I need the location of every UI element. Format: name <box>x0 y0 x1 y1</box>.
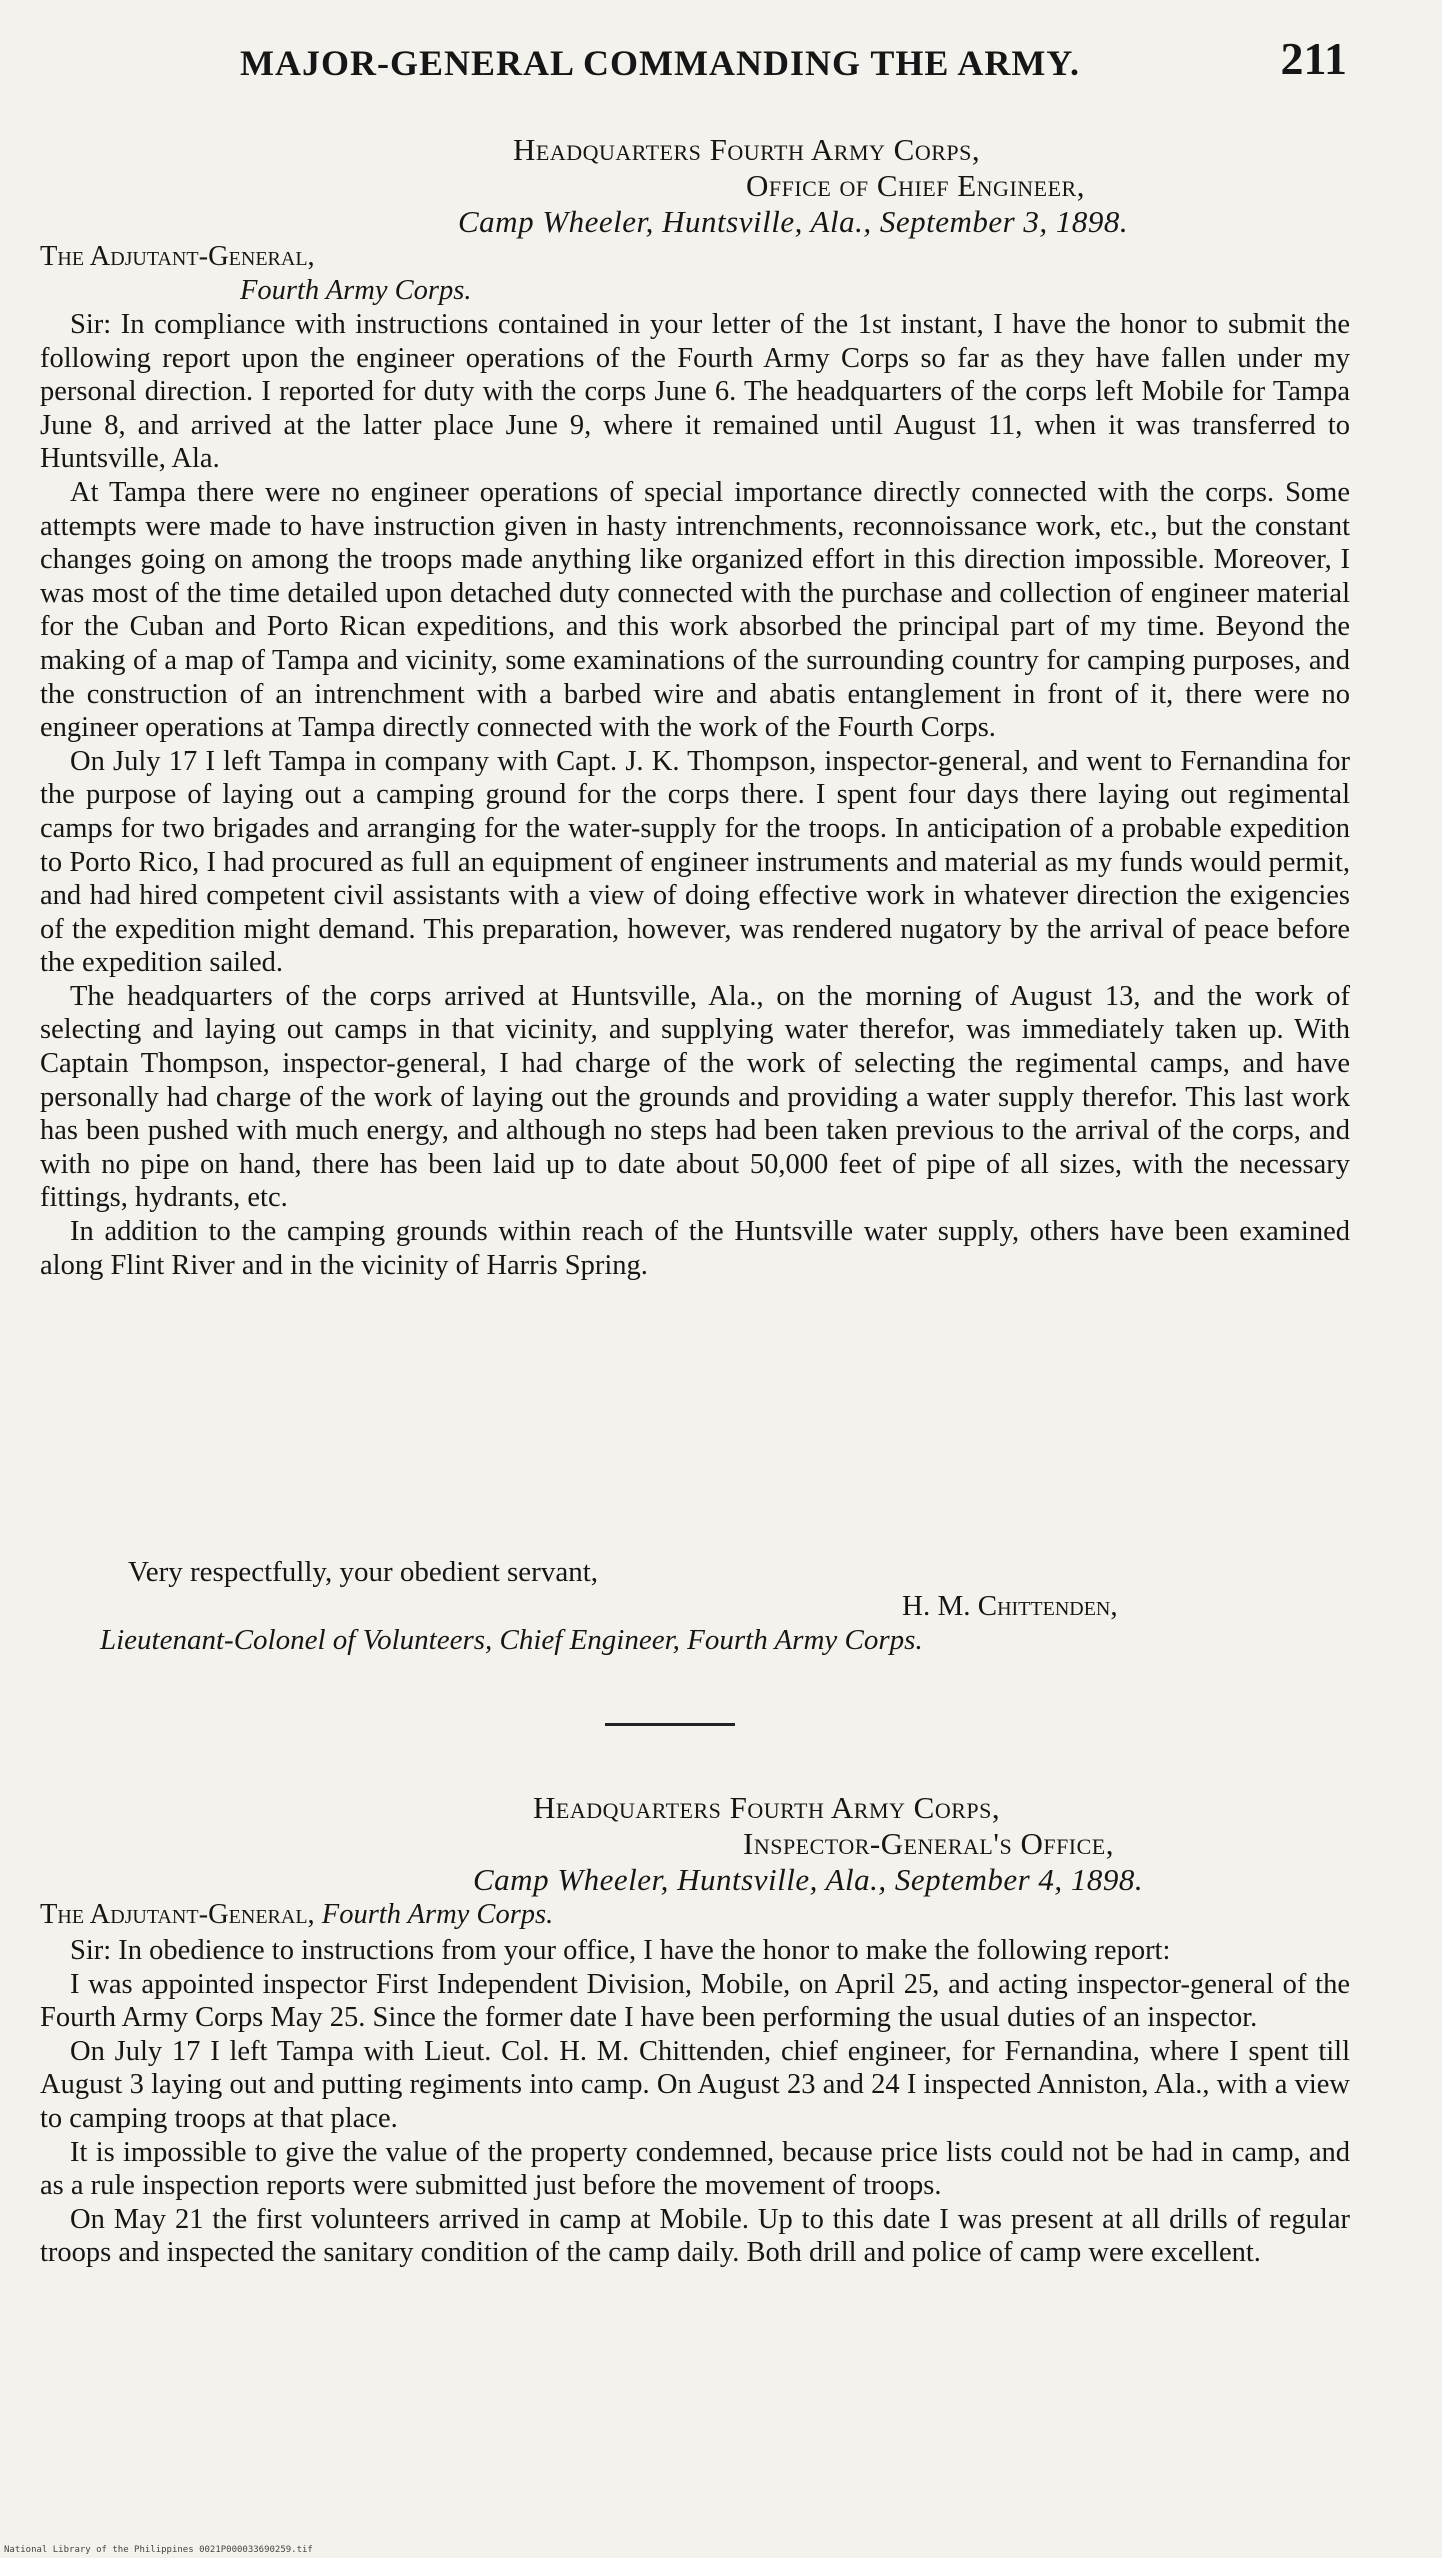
letter1-paragraph: On July 17 I left Tampa in company with Capt. J. K. Thompson, inspector-general, and went to Fernandina for the purpose of laying out a camping ground for the corps there. I spent four days there laying out regimental camps for two brigades and arranging for the water-supply for the troops. In anticipation of a probable expedition to Porto Rico, I had procured as full an equipment of engineer instruments and material as my funds would permit, and had hired competent civil assistants with a view of doing effective work in whatever direction the exigencies of the expedition might demand. This preparation, however, was rendered nugatory by the arrival of peace before the expedition sailed. <box>40 745 1350 979</box>
letter1-heading-line2: Office of Chief Engineer, <box>746 168 1085 203</box>
letter2-addressee <box>40 1898 1350 1932</box>
letter1-signature: H. M. Chittenden, <box>902 1590 1118 1622</box>
page-number: 211 <box>1280 33 1347 84</box>
letter1-addressee-line1: The Adjutant-General, <box>40 241 315 272</box>
letter1-closing-block <box>40 1555 1350 1657</box>
letter1-paragraph: In addition to the camping grounds within reach of the Huntsville water supply, others have been examined along Flint River and in the vicinity of Harris Spring. <box>40 1216 1350 1281</box>
running-head: MAJOR-GENERAL COMMANDING THE ARMY. <box>240 43 1081 83</box>
letter1-heading-line1: Headquarters Fourth Army Corps, <box>513 132 981 167</box>
letter1-addressee-line2: Fourth Army Corps. <box>240 274 472 306</box>
letter2-heading-line1: Headquarters Fourth Army Corps, <box>533 1790 1001 1825</box>
letter2-heading <box>40 1790 1350 1898</box>
scan-footer-note: National Library of the Philippines 0021P000033690259.tif <box>4 2545 313 2555</box>
letter2-paragraph: On July 17 I left Tampa with Lieut. Col. H. M. Chittenden, chief engineer, for Fernandina, where I spent till August 3 laying out and putting regiments into camp. On August 23 and 24 I inspected Anniston, Ala., with a view to camping troops at that place. <box>40 2035 1350 2134</box>
letter1-heading <box>40 132 1350 240</box>
letter1-body <box>40 308 1350 1282</box>
letter2-heading-dateline: Camp Wheeler, Huntsville, Ala., September 4, 1898. <box>473 1862 1144 1897</box>
letter1-paragraph: Sir: In compliance with instructions contained in your letter of the 1st instant, I have the honor to submit the following report upon the engineer operations of the Fourth Army Corps so far as they have fallen under my personal direction. I reported for duty with the corps June 6. The headquarters of the corps left Mobile for Tampa June 8, and arrived at the latter place June 9, where it remained until August 11, when it was transferred to Huntsville, Ala. <box>40 309 1350 475</box>
letter1-addressee <box>40 240 1350 307</box>
letter2-body <box>40 1934 1350 2270</box>
letter2-paragraph: On May 21 the first volunteers arrived in camp at Mobile. Up to this date I was present at all drills of regular troops and inspected the sanitary condition of the camp daily. Both drill and police of camp were excellent. <box>40 2203 1350 2269</box>
section-divider <box>605 1723 735 1726</box>
letter2-heading-line2: Inspector-General's Office, <box>743 1826 1114 1861</box>
letter2-paragraph: It is impossible to give the value of the property condemned, because price lists could not be had in camp, and as a rule inspection reports were submitted just before the movement of troops. <box>40 2136 1350 2202</box>
letter1-heading-dateline: Camp Wheeler, Huntsville, Ala., September 3, 1898. <box>458 204 1129 239</box>
letter1-closing: Very respectfully, your obedient servant, <box>128 1556 599 1588</box>
letter2-paragraph: Sir: In obedience to instructions from your office, I have the honor to make the following report: <box>70 1935 1171 1966</box>
letter2-addressee-line: The Adjutant-General, Fourth Army Corps. <box>40 1899 554 1930</box>
letter1-paragraph: The headquarters of the corps arrived at Huntsville, Ala., on the morning of August 13, and the work of selecting and laying out camps in that vicinity, and supplying water therefor, was immediately taken up. With Captain Thompson, inspector-general, I had charge of the work of selecting the regimental camps, and have personally had charge of the work of laying out the grounds and providing a water supply therefor. This last work has been pushed with much energy, and although no steps had been taken previous to the arrival of the corps, and with no pipe on hand, there has been laid up to date about 50,000 feet of pipe of all sizes, with the necessary fittings, hydrants, etc. <box>40 980 1350 1214</box>
letter1-signature-title: Lieutenant-Colonel of Volunteers, Chief Engineer, Fourth Army Corps. <box>100 1624 923 1656</box>
letter2-paragraph: I was appointed inspector First Independent Division, Mobile, on April 25, and acting inspector-general of the Fourth Army Corps May 25. Since the former date I have been performing the usual duties of an inspector. <box>40 1968 1350 2034</box>
letter1-paragraph: At Tampa there were no engineer operations of special importance directly connected with the corps. Some attempts were made to have instruction given in hasty intrenchments, reconnoissance work, etc., but the constant changes going on among the troops made anything like organized effort in this direction impossible. Moreover, I was most of the time detailed upon detached duty connected with the purchase and collection of engineer material for the Cuban and Porto Rican expeditions, and this work absorbed the principal part of my time. Beyond the making of a map of Tampa and vicinity, some examinations of the surrounding country for camping purposes, and the construction of an intrenchment with a barbed wire and abatis entanglement in front of it, there were no engineer operations at Tampa directly connected with the work of the Fourth Corps. <box>40 476 1350 744</box>
